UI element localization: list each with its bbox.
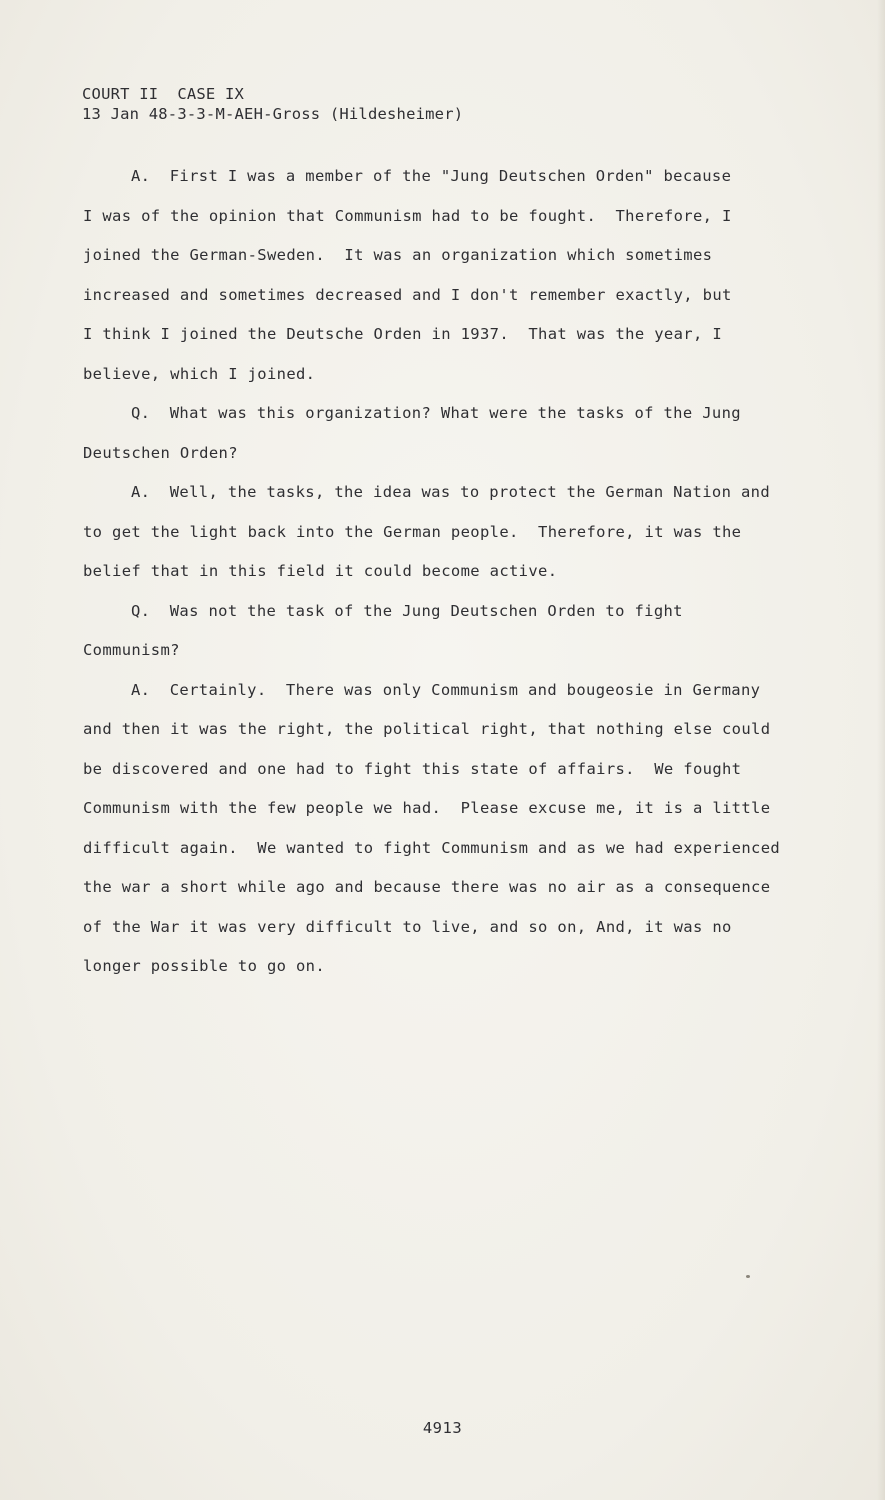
header-court-case: COURT II CASE IX xyxy=(82,85,245,103)
text-line: difficult again. We wanted to fight Communism and as we had experienced xyxy=(83,838,781,857)
text-line: A. First I was a member of the "Jung Deutschen Orden" because xyxy=(131,167,732,185)
text-line: Q. Was not the task of the Jung Deutschen Orden to fight xyxy=(131,601,683,620)
page-edge-shadow xyxy=(877,0,885,1500)
text-line: I think I joined the Deutsche Orden in 1937. That was the year, I xyxy=(83,325,722,343)
paragraph-question-1 xyxy=(83,394,803,473)
document-header xyxy=(82,84,463,124)
paper-speck xyxy=(746,1275,750,1278)
text-line: to get the light back into the German people. Therefore, it was the xyxy=(83,522,742,541)
text-line: be discovered and one had to fight this state of affairs. We fought xyxy=(83,759,742,778)
text-line: Q. What was this organization? What were the tasks of the Jung xyxy=(131,404,741,422)
page-number xyxy=(0,1419,885,1437)
text-line: increased and sometimes decreased and I don't remember exactly, but xyxy=(83,285,732,304)
text-line: I was of the opinion that Communism had to be fought. Therefore, I xyxy=(83,206,732,225)
text-line: and then it was the right, the political right, that nothing else could xyxy=(83,720,771,738)
text-line: Communism? xyxy=(83,641,180,659)
page-number-text: 4913 xyxy=(422,1419,463,1437)
text-line: the war a short while ago and because there was no air as a consequence xyxy=(83,878,771,896)
paragraph-question-2 xyxy=(83,592,803,671)
text-line: believe, which I joined. xyxy=(83,364,316,383)
text-line: Deutschen Orden? xyxy=(83,443,238,462)
text-line: joined the German-Sweden. It was an organization which sometimes xyxy=(83,246,713,264)
text-line: A. Certainly. There was only Communism and bougeosie in Germany xyxy=(131,680,761,699)
text-line: belief that in this field it could become active. xyxy=(83,562,558,580)
paragraph-answer-1 xyxy=(83,157,803,394)
text-line: A. Well, the tasks, the idea was to protect the German Nation and xyxy=(131,483,770,501)
text-line: Communism with the few people we had. Please excuse me, it is a little xyxy=(83,799,771,817)
text-line: longer possible to go on. xyxy=(83,957,326,975)
paragraph-answer-3 xyxy=(83,671,803,987)
header-session-info: 13 Jan 48-3-3-M-AEH-Gross (Hildesheimer) xyxy=(82,105,464,123)
transcript-body xyxy=(83,157,803,987)
text-line: of the War it was very difficult to live, and so on, And, it was no xyxy=(83,917,732,936)
paragraph-answer-2 xyxy=(83,473,803,592)
